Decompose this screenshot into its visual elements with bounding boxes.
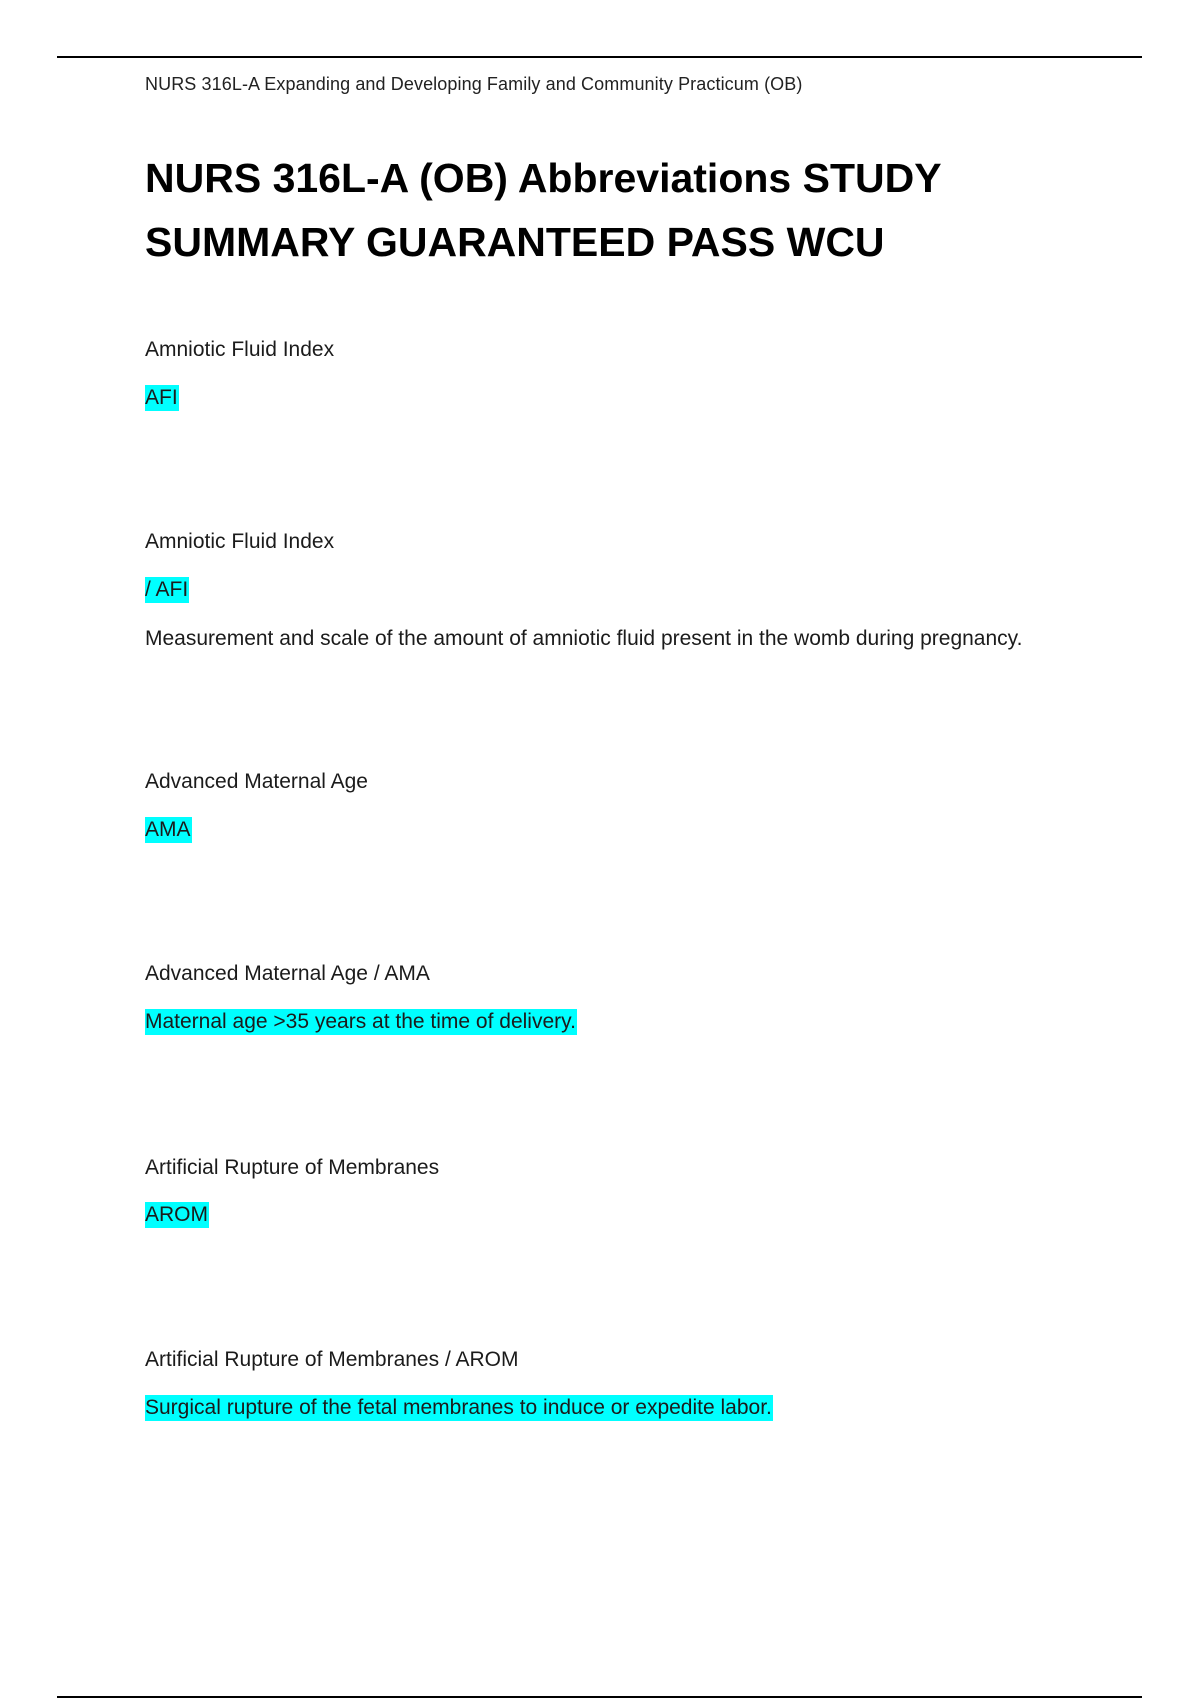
entry-answer <box>145 1396 773 1420</box>
entry-note: Measurement and scale of the amount of amniotic fluid present in the womb during pregnancy. <box>145 627 1023 650</box>
highlighted-answer: AMA <box>145 818 191 841</box>
entry-term: Amniotic Fluid Index <box>145 530 335 553</box>
entry-answer <box>145 1203 209 1227</box>
top-rule <box>57 56 1142 58</box>
entry-answer <box>145 578 189 602</box>
entry-term: Amniotic Fluid Index <box>145 338 335 361</box>
highlighted-answer: / AFI <box>145 578 189 601</box>
highlighted-answer: Maternal age >35 years at the time of delivery. <box>145 1010 576 1033</box>
entry-term: Artificial Rupture of Membranes <box>145 1156 440 1179</box>
entry-term: Advanced Maternal Age / AMA <box>145 962 430 985</box>
entry-answer <box>145 1010 577 1034</box>
entry-term: Artificial Rupture of Membranes / AROM <box>145 1348 519 1371</box>
highlighted-answer: AROM <box>145 1203 208 1226</box>
highlighted-answer: Surgical rupture of the fetal membranes to induce or expedite labor. <box>145 1396 772 1419</box>
entry-term: Advanced Maternal Age <box>145 770 368 793</box>
entry-answer <box>145 386 179 410</box>
running-header: NURS 316L-A Expanding and Developing Family and Community Practicum (OB) <box>145 74 803 94</box>
title-line-2: SUMMARY GUARANTEED PASS WCU <box>145 219 885 265</box>
bottom-rule <box>57 1696 1142 1698</box>
highlighted-answer: AFI <box>145 386 178 409</box>
document-title <box>145 146 1045 274</box>
entry-answer <box>145 818 192 842</box>
title-line-1: NURS 316L-A (OB) Abbreviations STUDY <box>145 155 942 201</box>
